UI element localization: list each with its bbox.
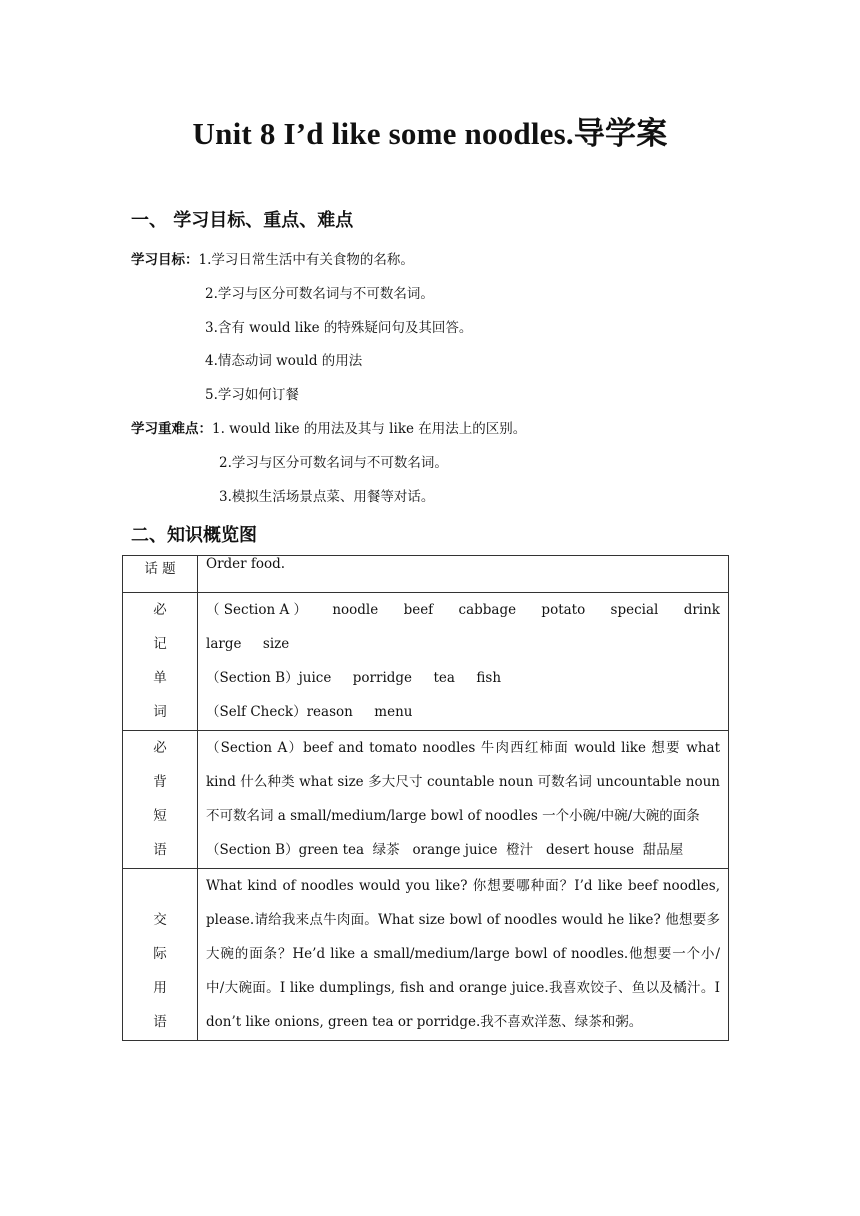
- knowledge-table: [122, 555, 729, 1041]
- word: （ Section A ）: [206, 602, 307, 618]
- topic-content: Order food.: [198, 556, 729, 593]
- word: cabbage: [458, 602, 517, 618]
- goal-item: 5.学习如何订餐: [205, 387, 299, 403]
- words-line: （Self Check）reason menu: [206, 704, 413, 720]
- words-line: large size: [206, 636, 290, 652]
- label-char: 背: [153, 774, 167, 790]
- label-char: 语: [153, 842, 167, 858]
- key-line: [131, 417, 526, 437]
- label-char: 短: [153, 808, 167, 824]
- label-char: 词: [153, 704, 167, 720]
- key-item: 3.模拟生活场景点菜、用餐等对话。: [219, 489, 435, 505]
- word: beef: [403, 602, 434, 618]
- key-item: 1. would like 的用法及其与 like 在用法上的区别。: [212, 421, 527, 437]
- key-label: 学习重难点：: [131, 421, 212, 437]
- table-row-words: [123, 593, 729, 731]
- goal-item: 1.学习日常生活中有关食物的名称。: [198, 252, 414, 268]
- key-item: 2.学习与区分可数名词与不可数名词。: [219, 455, 448, 471]
- word: noodle: [332, 602, 379, 618]
- expressions-text: What kind of noodles would you like? 你想要哪种面？I’d like beef noodles, please.请给我来点牛肉面。What size bowl of noodles would he like? 他想要多大碗的面条？He’d like a small/medium/large bowl of noodles.他想要一个小/中/大碗面。I like dumplings, fish and orange juice.我喜欢饺子、鱼以及橘汁。I don’t like onions, green tea or porridge.我不喜欢洋葱、绿茶和粥。: [206, 878, 720, 1030]
- label-char: 单: [153, 670, 167, 686]
- table-row-topic: [123, 556, 729, 593]
- words-label: [123, 593, 198, 731]
- table-row-expressions: [123, 869, 729, 1041]
- expressions-label: [123, 869, 198, 1041]
- words-content: [198, 593, 729, 731]
- goal-item: 4.情态动词 would 的用法: [205, 353, 363, 369]
- goal-item: 2.学习与区分可数名词与不可数名词。: [205, 286, 434, 302]
- label-char: 用: [153, 980, 167, 996]
- label-char: 际: [153, 946, 167, 962]
- section2-heading: 二、知识概览图: [131, 525, 257, 546]
- page-title: Unit 8 I’d like some noodles.导学案: [192, 116, 668, 151]
- label-char: 必: [153, 740, 167, 756]
- word: special: [610, 602, 659, 618]
- word: potato: [541, 602, 586, 618]
- goal-item: 3.含有 would like 的特殊疑问句及其回答。: [205, 320, 473, 336]
- goals-label: 学习目标：: [131, 252, 199, 268]
- word: drink: [683, 602, 720, 618]
- table-row-phrases: [123, 731, 729, 869]
- label-char: 必: [153, 602, 167, 618]
- phrases-last-line: （Section B）green tea 绿茶 orange juice 橙汁 desert house 甜品屋: [206, 842, 684, 858]
- words-line: （Section B）juice porridge tea fish: [206, 670, 502, 686]
- phrases-label: [123, 731, 198, 869]
- label-char: 交: [153, 912, 167, 928]
- topic-label: 话 题: [123, 556, 198, 593]
- label-char: 语: [153, 1014, 167, 1030]
- section1-heading: 一、 学习目标、重点、难点: [131, 210, 354, 231]
- phrases-text: （Section A）beef and tomato noodles 牛肉西红柿面 would like 想要 what kind 什么种类 what size 多大尺寸 countable noun 可数名词 uncountable noun 不可数名词 a small/medium/large bowl of noodles 一个小碗/中碗/大碗的面条: [206, 740, 720, 824]
- phrases-content: [198, 731, 729, 869]
- goal-line: [131, 248, 414, 268]
- label-char: 记: [153, 636, 167, 652]
- words-line: [206, 593, 720, 627]
- expressions-content: [198, 869, 729, 1041]
